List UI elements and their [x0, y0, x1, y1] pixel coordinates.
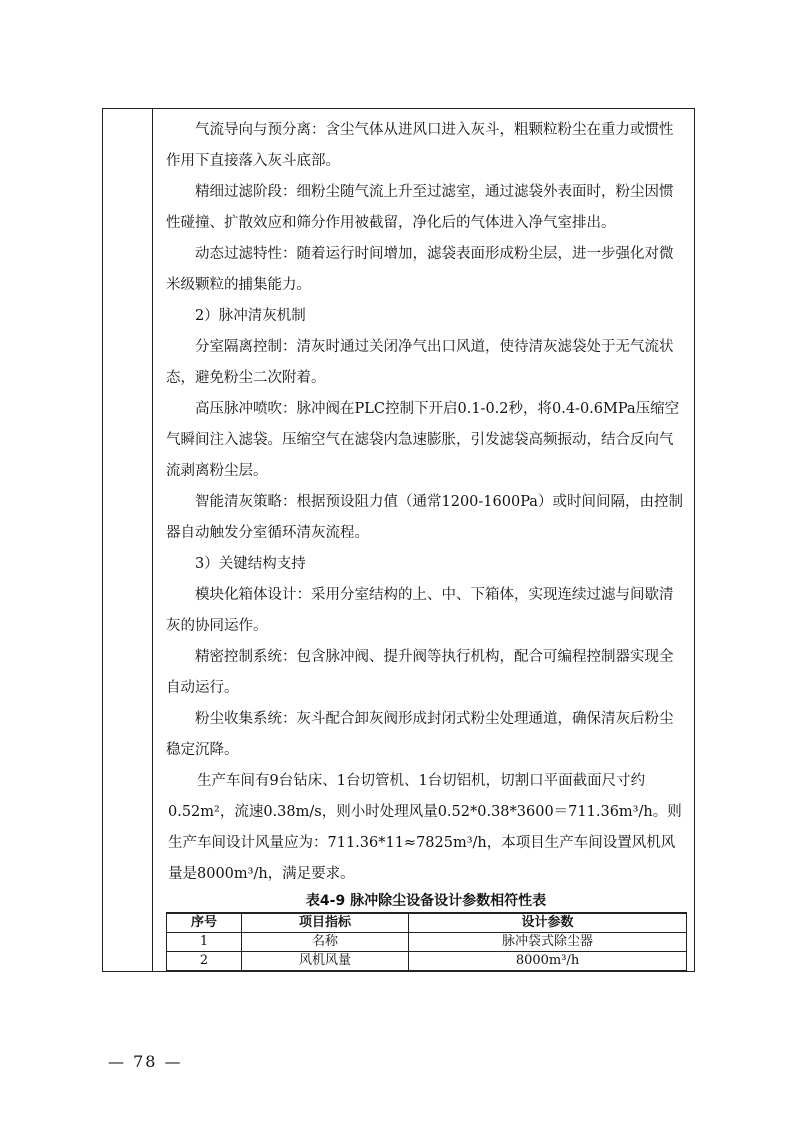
table-row — [167, 933, 687, 952]
document-frame — [102, 108, 695, 972]
paragraph: 气流导向与预分离：含尘气体从进风口进入灰斗，粗颗粒粉尘在重力或惯性作用下直接落入灰斗底部。 — [166, 122, 674, 169]
page-number: — 78 — — [108, 1052, 183, 1071]
table-row — [167, 952, 687, 971]
paragraph: 智能清灰策略：根据预设阻力值（通常1200-1600Pa）或时间间隔，由控制器自动触发分室循环清灰流程。 — [166, 494, 683, 541]
cell-item: 风机风量 — [242, 952, 409, 971]
cell-index: 2 — [167, 952, 242, 971]
paragraph: 精密控制系统：包含脉冲阀、提升阀等执行机构，配合可编程控制器实现全自动运行。 — [166, 649, 674, 696]
calculation-paragraph: 生产车间有9台钻床、1台切管机、1台切铝机，切割口平面截面尺寸约0.52m²，流速0.38m/s，则小时处理风量0.52*0.38*3600＝711.36m³/h。则生产车间设计风量应为：711.36*11≈7825m³/h，本项目生产车间设置风机风量是8000m³/h，满足要求。 — [168, 773, 682, 882]
cell-index: 1 — [167, 933, 242, 952]
paragraph: 模块化箱体设计：采用分室结构的上、中、下箱体，实现连续过滤与间歇清灰的协同运作。 — [166, 587, 674, 634]
left-column — [103, 109, 153, 971]
section-heading: 3）关键结构支持 — [195, 556, 306, 572]
header-item: 项目指标 — [242, 913, 409, 933]
paragraph: 分室隔离控制：清灰时通过关闭净气出口风道，使待清灰滤袋处于无气流状态，避免粉尘二次附着。 — [166, 339, 674, 386]
header-parameter: 设计参数 — [409, 913, 687, 933]
table-header-row — [167, 913, 687, 933]
section-heading: 2）脉冲清灰机制 — [195, 308, 306, 324]
paragraph: 高压脉冲喷吹：脉冲阀在PLC控制下开启0.1-0.2秒，将0.4-0.6MPa压缩空气瞬间注入滤袋。压缩空气在滤袋内急速膨胀，引发滤袋高频振动，结合反向气流剥离粉尘层。 — [166, 401, 680, 479]
cell-parameter: 脉冲袋式除尘器 — [409, 933, 687, 952]
table-title: 表4-9 脉冲除尘设备设计参数相符性表 — [305, 893, 547, 909]
header-index: 序号 — [167, 913, 242, 933]
body-text — [166, 115, 686, 890]
paragraph: 粉尘收集系统：灰斗配合卸灰阀形成封闭式粉尘处理通道，确保清灰后粉尘稳定沉降。 — [166, 711, 674, 758]
paragraph: 精细过滤阶段：细粉尘随气流上升至过滤室，通过滤袋外表面时，粉尘因惯性碰撞、扩散效应和筛分作用被截留，净化后的气体进入净气室排出。 — [166, 184, 674, 231]
cell-item: 名称 — [242, 933, 409, 952]
cell-parameter: 8000m³/h — [409, 952, 687, 971]
paragraph: 动态过滤特性：随着运行时间增加，滤袋表面形成粉尘层，进一步强化对微米级颗粒的捕集能力。 — [166, 246, 674, 293]
parameter-table — [166, 912, 687, 971]
